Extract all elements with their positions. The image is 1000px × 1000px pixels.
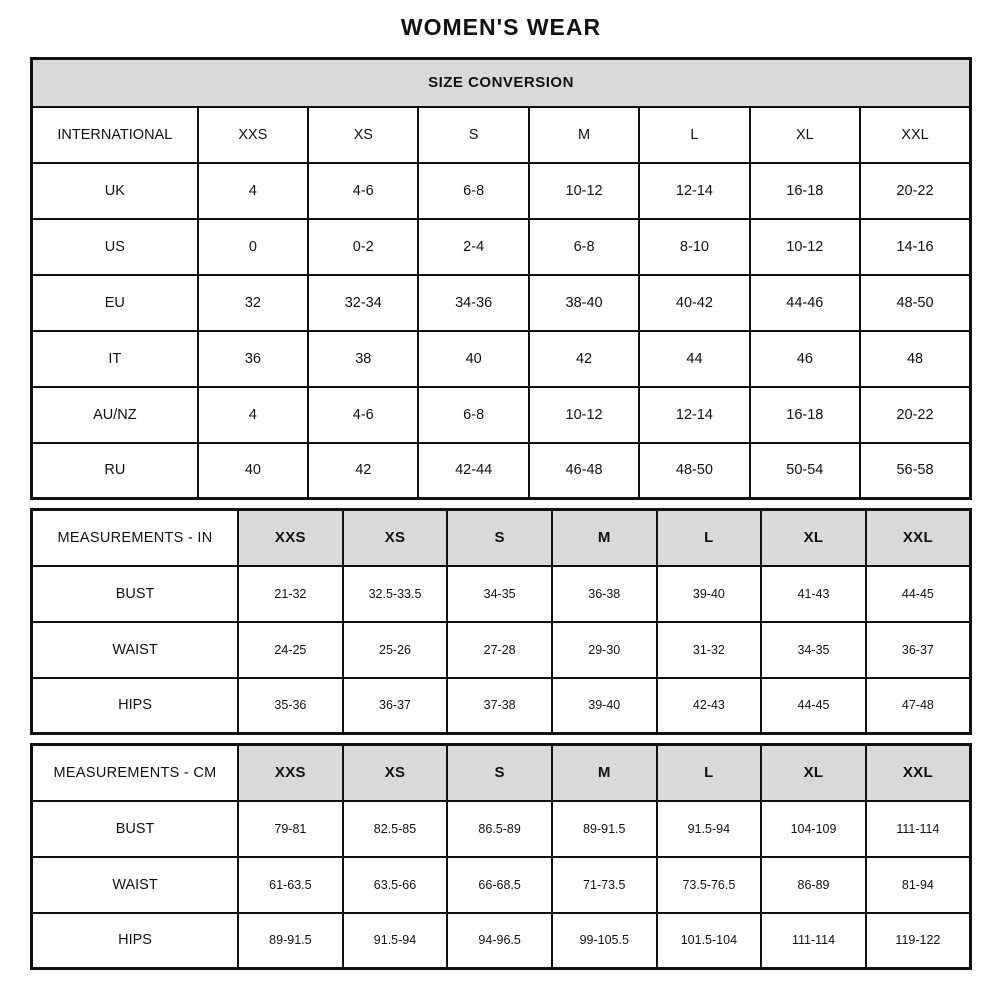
value-cell: 34-35 bbox=[447, 566, 552, 622]
value-cell: 38-40 bbox=[529, 275, 639, 331]
row-label: BUST bbox=[32, 566, 239, 622]
value-cell: 16-18 bbox=[750, 163, 860, 219]
row-label: WAIST bbox=[32, 857, 239, 913]
value-cell: 34-35 bbox=[761, 622, 866, 678]
table-row bbox=[32, 913, 971, 969]
value-cell: 46-48 bbox=[529, 443, 639, 499]
value-cell: 36-38 bbox=[552, 566, 657, 622]
value-cell: 40 bbox=[198, 443, 308, 499]
value-cell: 4 bbox=[198, 163, 308, 219]
value-cell: 71-73.5 bbox=[552, 857, 657, 913]
row-label: RU bbox=[32, 443, 198, 499]
value-cell: 86-89 bbox=[761, 857, 866, 913]
table-row bbox=[32, 801, 971, 857]
value-cell: 16-18 bbox=[750, 387, 860, 443]
row-label: HIPS bbox=[32, 678, 239, 734]
table-row bbox=[32, 622, 971, 678]
value-cell: 35-36 bbox=[238, 678, 343, 734]
value-cell: 21-32 bbox=[238, 566, 343, 622]
value-cell: 20-22 bbox=[860, 387, 970, 443]
value-cell: 42-44 bbox=[418, 443, 528, 499]
size-header-cell: XXS bbox=[238, 510, 343, 566]
value-cell: 61-63.5 bbox=[238, 857, 343, 913]
value-cell: 101.5-104 bbox=[657, 913, 762, 969]
row-label: WAIST bbox=[32, 622, 239, 678]
value-cell: 6-8 bbox=[418, 387, 528, 443]
size-header-cell: M bbox=[552, 745, 657, 801]
value-cell: 66-68.5 bbox=[447, 857, 552, 913]
value-cell: 34-36 bbox=[418, 275, 528, 331]
value-cell: 31-32 bbox=[657, 622, 762, 678]
value-cell: 6-8 bbox=[529, 219, 639, 275]
value-cell: 20-22 bbox=[860, 163, 970, 219]
value-cell: 2-4 bbox=[418, 219, 528, 275]
row-label: US bbox=[32, 219, 198, 275]
size-header-cell: XS bbox=[343, 510, 448, 566]
value-cell: 12-14 bbox=[639, 163, 749, 219]
value-cell: 47-48 bbox=[866, 678, 971, 734]
value-cell: 39-40 bbox=[657, 566, 762, 622]
value-cell: 41-43 bbox=[761, 566, 866, 622]
value-cell: 81-94 bbox=[866, 857, 971, 913]
row-label: EU bbox=[32, 275, 198, 331]
value-cell: 44-45 bbox=[761, 678, 866, 734]
size-conversion-table bbox=[30, 57, 972, 500]
value-cell: 32 bbox=[198, 275, 308, 331]
size-header-row bbox=[32, 745, 971, 801]
value-cell: 40-42 bbox=[639, 275, 749, 331]
value-cell: 32.5-33.5 bbox=[343, 566, 448, 622]
size-header-cell: XL bbox=[761, 745, 866, 801]
size-header-cell: XXS bbox=[238, 745, 343, 801]
value-cell: 36-37 bbox=[343, 678, 448, 734]
value-cell: 99-105.5 bbox=[552, 913, 657, 969]
value-cell: 0 bbox=[198, 219, 308, 275]
size-header-cell: S bbox=[447, 745, 552, 801]
value-cell: 40 bbox=[418, 331, 528, 387]
row-label: MEASUREMENTS - IN bbox=[32, 510, 239, 566]
value-cell: 56-58 bbox=[860, 443, 970, 499]
value-cell: 36 bbox=[198, 331, 308, 387]
value-cell: M bbox=[529, 107, 639, 163]
value-cell: 82.5-85 bbox=[343, 801, 448, 857]
size-header-row bbox=[32, 510, 971, 566]
size-header-cell: M bbox=[552, 510, 657, 566]
size-conversion-title: SIZE CONVERSION bbox=[32, 59, 971, 107]
value-cell: 44 bbox=[639, 331, 749, 387]
table-row bbox=[32, 275, 971, 331]
value-cell: 63.5-66 bbox=[343, 857, 448, 913]
value-cell: 4 bbox=[198, 387, 308, 443]
table-row bbox=[32, 163, 971, 219]
size-header-cell: XS bbox=[343, 745, 448, 801]
value-cell: 89-91.5 bbox=[552, 801, 657, 857]
size-conversion-title-row bbox=[32, 59, 971, 107]
table-row bbox=[32, 331, 971, 387]
row-label: UK bbox=[32, 163, 198, 219]
value-cell: XXL bbox=[860, 107, 970, 163]
value-cell: XL bbox=[750, 107, 860, 163]
value-cell: S bbox=[418, 107, 528, 163]
size-header-cell: S bbox=[447, 510, 552, 566]
value-cell: 10-12 bbox=[529, 387, 639, 443]
value-cell: 37-38 bbox=[447, 678, 552, 734]
measurements-in-table bbox=[30, 508, 972, 735]
size-header-cell: XXL bbox=[866, 745, 971, 801]
page-title: WOMEN'S WEAR bbox=[400, 14, 602, 40]
value-cell: 0-2 bbox=[308, 219, 418, 275]
value-cell: 44-46 bbox=[750, 275, 860, 331]
value-cell: XS bbox=[308, 107, 418, 163]
value-cell: 10-12 bbox=[529, 163, 639, 219]
value-cell: 4-6 bbox=[308, 163, 418, 219]
table-row bbox=[32, 219, 971, 275]
row-label: AU/NZ bbox=[32, 387, 198, 443]
value-cell: 24-25 bbox=[238, 622, 343, 678]
table-row bbox=[32, 566, 971, 622]
value-cell: 48 bbox=[860, 331, 970, 387]
value-cell: XXS bbox=[198, 107, 308, 163]
value-cell: 10-12 bbox=[750, 219, 860, 275]
row-label: HIPS bbox=[32, 913, 239, 969]
value-cell: 32-34 bbox=[308, 275, 418, 331]
value-cell: 48-50 bbox=[860, 275, 970, 331]
value-cell: 12-14 bbox=[639, 387, 749, 443]
table-row bbox=[32, 678, 971, 734]
value-cell: 42-43 bbox=[657, 678, 762, 734]
value-cell: 86.5-89 bbox=[447, 801, 552, 857]
value-cell: 44-45 bbox=[866, 566, 971, 622]
size-header-cell: XL bbox=[761, 510, 866, 566]
size-header-cell: L bbox=[657, 745, 762, 801]
value-cell: 79-81 bbox=[238, 801, 343, 857]
row-label: BUST bbox=[32, 801, 239, 857]
value-cell: 27-28 bbox=[447, 622, 552, 678]
value-cell: 14-16 bbox=[860, 219, 970, 275]
size-header-cell: XXL bbox=[866, 510, 971, 566]
value-cell: 119-122 bbox=[866, 913, 971, 969]
value-cell: 94-96.5 bbox=[447, 913, 552, 969]
value-cell: 42 bbox=[529, 331, 639, 387]
value-cell: 91.5-94 bbox=[343, 913, 448, 969]
row-label: IT bbox=[32, 331, 198, 387]
value-cell: 111-114 bbox=[761, 913, 866, 969]
value-cell: 48-50 bbox=[639, 443, 749, 499]
value-cell: 38 bbox=[308, 331, 418, 387]
value-cell: 111-114 bbox=[866, 801, 971, 857]
value-cell: 4-6 bbox=[308, 387, 418, 443]
row-label: INTERNATIONAL bbox=[32, 107, 198, 163]
measurements-cm-table bbox=[30, 743, 972, 970]
value-cell: 8-10 bbox=[639, 219, 749, 275]
value-cell: 73.5-76.5 bbox=[657, 857, 762, 913]
table-row bbox=[32, 443, 971, 499]
value-cell: 42 bbox=[308, 443, 418, 499]
value-cell: 39-40 bbox=[552, 678, 657, 734]
table-row bbox=[32, 387, 971, 443]
value-cell: 89-91.5 bbox=[238, 913, 343, 969]
value-cell: 25-26 bbox=[343, 622, 448, 678]
value-cell: 36-37 bbox=[866, 622, 971, 678]
value-cell: 6-8 bbox=[418, 163, 528, 219]
value-cell: 91.5-94 bbox=[657, 801, 762, 857]
value-cell: 50-54 bbox=[750, 443, 860, 499]
value-cell: L bbox=[639, 107, 749, 163]
table-row bbox=[32, 857, 971, 913]
value-cell: 46 bbox=[750, 331, 860, 387]
size-header-cell: L bbox=[657, 510, 762, 566]
table-row bbox=[32, 107, 971, 163]
row-label: MEASUREMENTS - CM bbox=[32, 745, 239, 801]
value-cell: 104-109 bbox=[761, 801, 866, 857]
value-cell: 29-30 bbox=[552, 622, 657, 678]
